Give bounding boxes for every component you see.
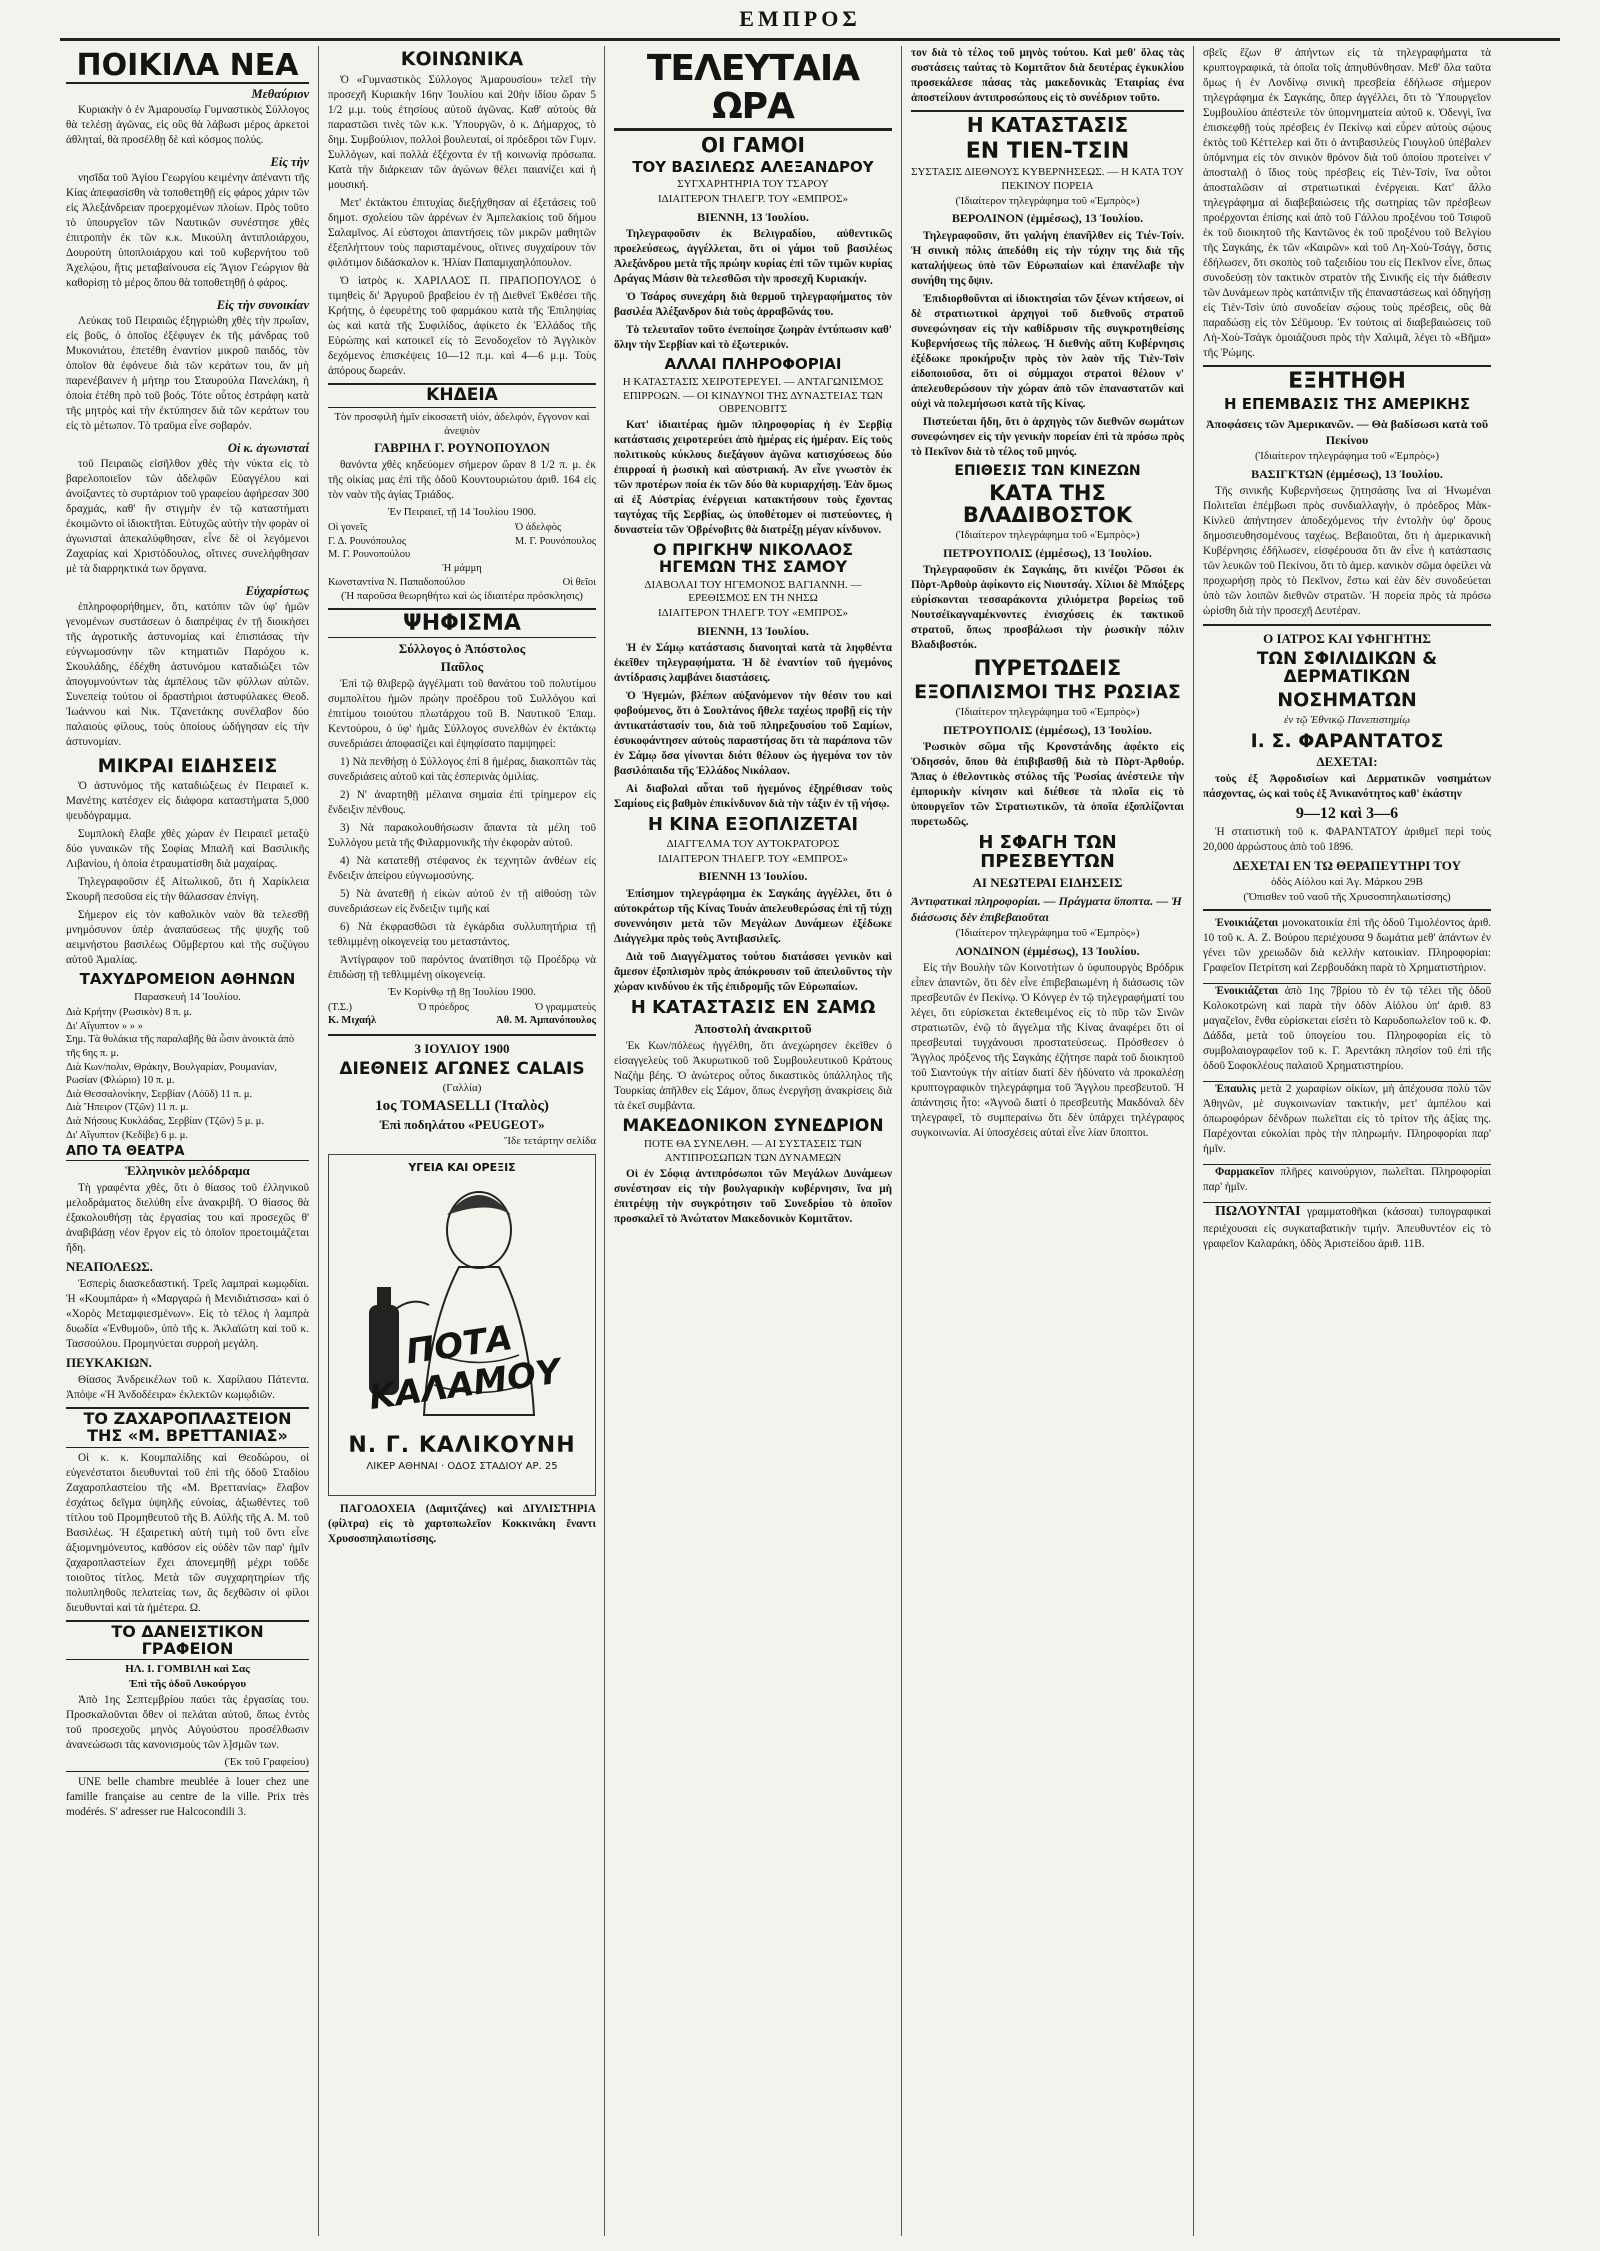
doctor-ad	[1203, 624, 1491, 911]
article-text: Κατ' ἰδιαιτέρας ἡμῶν πληροφορίας ἡ ἐν Σερβίᾳ κατάστασις χειροτερεύει ἀπὸ ἡμέρας εἰς ἡμέραν. Εἰς τοὺς πολιτικοὺς κύκλους διεξάγουν ἀγῶνα κατισχύσεως δύο ἐπιρροαί ἡ ῥωσικὴ καὶ αὐστριακή. Ἀν εἶνε γνωστὸν ἐκ τῶν προτέρων ποία ἐκ τῶν δύο θὰ κυριαρχήσῃ. Ἐὰν ὅμως αἱ ἐξ Αὐστρίας ἐνέργειαι κατακτήσουν τοὺς ἔχοντας ταγτόχας τῆς Σερβίας, ὡς ὑποθέτομεν οἱ πιστεύοντες, ἡ δυναστεία τῶν Ὀβρένοβιτς θὰ διατρέξῃ μέγαν κίνδυνον.	[614, 419, 892, 537]
resolution-seal: (Τ.Σ.)	[328, 1001, 352, 1013]
column-rule	[901, 46, 902, 2236]
post-date: Παρασκευὴ 14 Ἰουλίου.	[134, 991, 241, 1004]
dateline: ΠΕΤΡΟΥΠΟΛΙΣ (ἐμμέσως), 13 Ἰουλίου.	[943, 722, 1152, 737]
small-news-item: Συμπλοκὴ ἔλαβε χθὲς χώραν ἐν Πειραιεῖ μεταξὺ δύο γυναικῶν τῆς Σοφίας Μπαλῆ καὶ Βασιλικῆς Λιβανίου, ἡ ὁποία ἐτραυματίσθη διὰ μαχαίρας.	[66, 828, 309, 871]
resolution-intro: Ἐπὶ τῷ θλιβερῷ ἀγγέλματι τοῦ θανάτου τοῦ πολυτίμου συμπολίτου ἡμῶν πρώην προέδρου τοῦ Συλλόγου καὶ ἐπιτίμου τοιούτου πλωτάρχου τοῦ Β. Ναυτικοῦ Ἐπαμ. Κεντούρου, ὁ ὑφ' ἡμᾶς Σύλλογος συνελθὼν ἐν ἐκτάκτῳ συνεδριάσει ἀποφασίζει καὶ ἐψηφίσατο παμψηφεί:	[328, 678, 596, 751]
article-text: Ἐπιδιορθοῦνται αἱ ἰδιοκτησίαι τῶν ξένων κτήσεων, οἱ δὲ στρατιωτικοὶ ἀρχηγοὶ τοῦ διεθνοῦς στρατοῦ συνεφώνησαν εἰς τὴν καθίδρυσιν τῆς συγκροτηθείσης Κυβερνήσεως τῆς πόλεως. Ἡ διεθνὴς αὕτη Κυβέρνησις ἐξέδωκε προκήρυξιν πρὸς τὸν λαὸν τῆς Τιὲν-Τσὶν εἰδοποιοῦσα, ὅτι οἱ σύμμαχοι στρατοὶ θέλουν ν' ἀπελευθερώσουν τὴν χώραν ἀπὸ τῶν ἐπαναστατῶν καὶ οὐχὶ νὰ πολεμήσωσι κατὰ τῆς Κίνας.	[911, 292, 1184, 410]
article-text: Τηλεγραφοῦσιν ἐκ Βελιγραδίου, αὐθεντικῶς προελεύσεως, ἀγγέλλεται, ὅτι οἱ γάμοι τοῦ βασιλέως Ἀλεξάνδρου μετὰ τῆς πρώην κυρίας ἐπὶ τῶν τιμῶν κυρίας Δράγας Μάσιν θὰ τελεσθῶσι τὴν προσεχῆ Κυριακήν.	[614, 228, 892, 286]
post-line: Δι' Αἴγυπτον (Κεδίβε) 6 μ. μ.	[66, 1129, 189, 1141]
classified-lead: Ἐνοικιάζεται	[1215, 984, 1279, 997]
column-rule	[604, 46, 605, 2236]
calais-ad	[328, 1034, 596, 1148]
resolution-signer: Κ. Μιχαήλ	[328, 1015, 377, 1027]
funeral-label: Οἱ γονεῖς	[328, 522, 368, 534]
loan-office-sign: (Ἐκ τοῦ Γραφείου)	[224, 1755, 309, 1768]
funeral-note: (Ἡ παροῦσα θεωρηθήτω καὶ ὡς ἰδιαιτέρα πρόσκλησις)	[341, 590, 583, 603]
resolution-outro: Ἀντίγραφον τοῦ παρόντος ἀνατίθησι τῷ Προέδρῳ νὰ ἐπιδώσῃ τῇ τεθλιμμένῃ οἰκογενείᾳ.	[328, 954, 596, 982]
column-2	[322, 46, 602, 2236]
article-subheading: Η ΚΑΤΑΣΤΑΣΙΣ ΧΕΙΡΟΤΕΡΕΥΕΙ. — ΑΝΤΑΓΩΝΙΣΜΟΣ ΕΠΙΡΡΟΩΝ. — ΟΙ ΚΙΝΔΥΝΟΙ ΤΗΣ ΔΥΝΑΣΤΕΙΑΣ ΤΩΝ ΟΒΡΕΝΟΒΙΤΣ	[622, 375, 884, 416]
item-text: Λεύκας τοῦ Πειραιῶς ἐξηγριώθη χθὲς τὴν πρωΐαν, εἰς βοῦς, ὁ ὁποῖος ἐξέφυγεν ἐκ τῆς μάνδρας τοῦ Μυκονιάτου, ἐπετέθη ἐναντίον μικροῦ παιδός, τὸν ὁποῖον θὰ ἐφόνευε διὰ τῶν κεράτων του, ἂν μὴ παρενέβαινεν ἡ μήτηρ του Σταυρούλα Πανελάκη, ἡ ὁποία ἐτέθη πρὸ τοῦ βοός. Τότε οὗτος ἐστράφη κατὰ τῆς μητρὸς καὶ τὴν ἐκτύπησεν διὰ τῶν κεράτων του εἰς τὸ μέτωπον. Τὸ τραῦμα εἶνε σοβαρόν.	[66, 314, 309, 432]
theatre-heading: ΑΠΟ ΤΑ ΘΕΑΤΡΑ	[66, 1145, 309, 1161]
column-1	[60, 46, 315, 2236]
article-text: Τηλεγραφοῦσιν, ὅτι γαλήνη ἐπανῆλθεν εἰς Τιέν-Τσίν. Ἡ σινικὴ πόλις ἀπεδόθη εἰς τὴν τύχην της διὰ τῆς καταλήψεως ὑπὸ τῶν Εὐρωπαίων καὶ ἐπανέλαβε τὴν συνήθη της ὄψιν.	[911, 229, 1184, 287]
theatre-title: ΠΕΥΚΑΚΙΩΝ.	[66, 1355, 152, 1371]
article-heading: Ο ΠΡΙΓΚΗΨ ΝΙΚΟΛΑΟΣ ΗΓΕΜΩΝ ΤΗΣ ΣΑΜΟΥ	[652, 540, 854, 576]
loan-office-heading: ΤΟ ΔΑΝΕΙΣΤΙΚΟΝ ΓΡΑΦΕΙΟΝ	[66, 1620, 309, 1661]
article-text: Ὁ Τσάρος συνεχάρη διὰ θερμοῦ τηλεγραφήματος τὸν βασιλέα Ἀλέξανδρον διὰ τοὺς ἀρραβῶνάς του.	[614, 291, 892, 319]
funeral-signer: Μ. Γ. Ρουνοπούλου	[328, 549, 411, 561]
resolution-label: Ὁ πρόεδρος	[418, 1001, 469, 1013]
news-item	[66, 87, 309, 148]
article-heading: ΑΛΛΑΙ ΠΛΗΡΟΦΟΡΙΑΙ	[664, 355, 842, 374]
wire-label: ΙΔΙΑΙΤΕΡΟΝ ΤΗΛΕΓΡ. ΤΟΥ «ΕΜΠΡΟΣ»	[657, 193, 849, 206]
dateline: ΒΑΣΙΓΚΤΩΝ (ἐμμέσως), 13 Ἰουλίου.	[1251, 466, 1443, 481]
funeral-date: Ἐν Πειραιεῖ, τῇ 14 Ἰουλίου 1900.	[387, 506, 537, 519]
resolution-signatures	[328, 1001, 596, 1015]
post-line: Δι' Αἴγυπτον » » »	[66, 1020, 143, 1032]
item-lead: Εὐχαρίστως	[245, 583, 309, 598]
doctor-ad-name: Ι. Σ. ΦΑΡΑΝΤΑΤΟΣ	[1250, 729, 1444, 752]
resolution-signer: Ἀθ. Μ. Ἀμπανόπουλος	[496, 1015, 596, 1027]
resolution-sub: Σύλλογος ὁ Ἀπόστολος	[398, 641, 526, 657]
column-rule	[1193, 46, 1194, 2236]
funeral-signer: Μ. Γ. Ρουνόπουλος	[514, 535, 596, 547]
dateline: ΒΙΕΝΝΗ, 13 Ἰουλίου.	[697, 623, 809, 638]
loan-office-sub: Ἐπὶ τῆς ὁδοῦ Λυκούργου	[128, 1678, 247, 1691]
dateline: ΒΙΕΝΝΗ 13 Ἰουλίου.	[698, 869, 808, 884]
liqueur-ad-address: ΛΙΚΕΡ ΑΘΗΝΑΙ · ΟΔΟΣ ΣΤΑΔΙΟΥ ΑΡ. 25	[366, 1461, 558, 1473]
small-news-heading: ΜΙΚΡΑΙ ΕΙΔΗΣΕΙΣ	[97, 754, 278, 777]
item-text: Κυριακὴν ὁ ἐν Ἀμαρουσίῳ Γυμναστικὸς Σύλλογος θὰ τελέσῃ ἀγῶνας, εἰς οὓς θὰ λάβωσι μέρος ἀρκετοὶ ἀθληταί, θὰ προσέλθῃ δὲ καὶ κόσμος πολύς.	[66, 103, 309, 146]
classified-text: μετὰ 2 χωραφίων οἰκίων, μὴ ἀπέχουσα πολὺ τῶν Ἀθηνῶν, μὲ συγκοινωνίαν τακτικήν, μετ' ἀμπέλου καὶ ὀπωροφόρων δένδρων πωλεῖται εἰς τὸ τρίτον τῆς ἀξίας της. Παρέχονται εὐκολίαι πρὸς τὴν πληρωμήν. Πληροφορίαι παρ' ἡμῖν.	[1203, 1082, 1491, 1155]
article-text: Ἡ ἐν Σάμῳ κατάστασις διανοηταὶ κατὰ τὰ ληφθέντα ἐκεῖθεν τηλεγραφήματα. Ἡ δὲ ἐναντίον τοῦ ἡγεμόνος ἀντίδρασις λαμβάνει διαστάσεις.	[614, 642, 892, 685]
article-subheading: ΣΥΓΧΑΡΗΤΗΡΙΑ ΤΟΥ ΤΣΑΡΟΥ	[677, 178, 829, 191]
resolution-place: Ἐν Κορίνθῳ τῇ 8ῃ Ἰουλίου 1900.	[388, 986, 536, 999]
news-item	[66, 155, 309, 291]
liqueur-ad-brand: ΠΟΤΑ ΚΑΛΑΜΟΥ	[366, 1318, 563, 1419]
item-lead: Εἰς τὴν συνοικίαν	[216, 297, 309, 312]
item-lead: Μεθαύριον	[251, 86, 309, 101]
article-subheading: ΔΙΑΒΟΛΑΙ ΤΟΥ ΗΓΕΜΟΝΟΣ ΒΑΓΙΑΝΝΗ. — ΕΡΕΘΙΣΜΟΣ ΕΝ ΤΗ ΝΗΣΩ	[644, 578, 862, 605]
classified-ad	[1203, 916, 1491, 976]
funeral-grandmother	[328, 576, 596, 590]
section-heading: ΠΟΙΚΙΛΑ ΝΕΑ	[66, 50, 309, 84]
doctor-ad-line: ΝΟΣΗΜΑΤΩΝ	[1277, 688, 1417, 711]
column-4	[905, 46, 1190, 2236]
funeral-name: ΓΑΒΡΙΗΛ Γ. ΡΟΥΝΟΠΟΥΛΟΝ	[374, 440, 550, 456]
resolution-point: 5) Νὰ ἀνατεθῇ ἡ εἰκὼν αὐτοῦ ἐν τῇ αἰθούσῃ τῶν συνεδριάσεων εἰς ἔνδειξιν τιμῆς καί	[328, 888, 596, 916]
wire-label: ΙΔΙΑΙΤΕΡΟΝ ΤΗΛΕΓΡ. ΤΟΥ «ΕΜΠΡΟΣ»	[657, 607, 849, 620]
resolution-heading: ΨΗΦΙΣΜΑ	[328, 608, 596, 638]
social-item: Μετ' ἐκτάκτου ἐπιτυχίας διεξήχθησαν αἱ ἐξετάσεις τοῦ δημοτ. σχολείου τῶν ἀρρένων ἐν Ἀμπελακίοις τοῦ δήμου Σαλαμῖνος. Αἱ εὐστοχοι ἀπαντήσεις τῶν μικρῶν μαθητῶν ἐξεπλήττουν τοὺς παρισταμένους, οἵτινες συγχαίρουν τὸν φιλότιμον διδάσκαλον κ. Ἠλίαν Παπαμιχαηλόπουλον.	[328, 196, 596, 269]
news-item	[66, 298, 309, 434]
item-lead: Εἰς τὴν	[270, 154, 309, 169]
article-text: Εἰς τὴν Βουλὴν τῶν Κοινοτήτων ὁ ὑφυπουργὸς Βρόδρικ εἶπεν ἀπαντῶν, ὅτι δὲν εἶνε ἐπιβεβαιωμένη ἡ διάσωσις τῶν πρεσβευτῶν ἐν Πεκίνῳ. Ὁ Κόνγερ ἐν τῷ τηλεγραφήματί του λέγει, ὅτι εὑρίσκεται ἐκτεθειμένος εἰς τὸ πῦρ τῶν Σινῶν στρατιωτῶν, ἐνῷ τὸ ἄγγελμα τῆς Κίνας ἀναφέρει ὅτι οἱ πρεσβευταὶ τυγχάνουσι προστατεύσεως. Πρόσθεσεν ὁ Ἄγγλος πρόξενος τῆς Σαγκάης ἐζήτησε παρὰ τοῦ διοικητοῦ τοῦ Σιαντούγκ τὴν αἰτίαν διατί δὲν ἠδύνατο νὰ προκαλέσῃ κρυπτογραφικὸν τηλεγράφημα τοῦ Ἄγγλου πρεσβευτοῦ. Ἡ ἀπάντησις ἦτο: «Ἀγνοῶ διατί ὁ πρεσβευτὴς Μακδόναλ δὲν τηλεγραφεῖ, τὸ συμπεραίνω ὅτι δὲν ὑπάρχει τηλέγραφος συγκοινωνία. Αἱ ὑποσχέσεις αὐταὶ εἶνε λίαν ὕποπτοι.	[911, 962, 1184, 1140]
dateline: ΒΕΡΟΛΙΝΟΝ (ἐμμέσως), 13 Ἰουλίου.	[951, 211, 1144, 226]
article-continuation: τον διὰ τὸ τέλος τοῦ μηνὸς τούτου. Καὶ μεθ' ὅλας τὰς συστάσεις ταύτας τὸ Κομιτᾶτον διὰ δευτέρας ἐγκυκλίου προσεκάλεσε πάσας τὰς μακεδονικὰς Ἑταιρίας ἐνα ἀποστείλουν ἀντιπροσώπους εἰς τὸ συνέδριον τοῦτο.	[911, 47, 1184, 104]
classified-ad	[1203, 983, 1491, 1074]
classified-text: μονοκατοικία ἐπὶ τῆς ὁδοῦ Τιμολέοντος ἀριθ. 10 τοῦ κ. Α. Ζ. Βούρου περιέχουσα 9 δωμάτια μεθ' ἁπάντων ἐν γένει τῶν χρειωδῶν διὰ κελλὴν κατοικίαν. Πληροφορίαι: Γραφεῖον Πετρίτση καὶ Ζερβουδάκη παρὰ τὸ Χρηματιστήριον.	[1203, 916, 1491, 974]
resolution-sub: Παῦλος	[440, 659, 484, 675]
classified-ad	[1203, 1202, 1491, 1252]
wire-label: (Ἰδιαίτερον τηλεγράφημα τοῦ «Ἐμπρὸς»)	[955, 529, 1140, 542]
article-heading: ΤΟΥ ΒΑΣΙΛΕΩΣ ΑΛΕΞΑΝΔΡΟΥ	[632, 157, 874, 176]
dateline: ΒΙΕΝΝΗ, 13 Ἰουλίου.	[697, 209, 809, 224]
calais-winner: 1ος TOMASELLI (Ἰταλὸς)	[375, 1097, 549, 1114]
classified-text: γραμματοθῆκαι (κάσσαι) τυπογραφικαὶ περιέχουσαι εἰς συγκαταβατικὴν τιμήν. Ἀπευθυντέον εἰς τὸ γραφεῖον Καλαράκη, ὁδὸς Ἀριστείδου ἀριθ. 11Β.	[1203, 1205, 1492, 1250]
resolution-point: 6) Νὰ ἐκφρασθῶσι τὰ ἐγκάρδια συλλυπητήρια τῇ τεθλιμμένῃ οἰκογενείᾳ του μεταστάντος.	[328, 921, 596, 949]
news-item	[66, 584, 309, 750]
theatre-text: Ἑσπερὶς διασκεδαστική. Τρεῖς λαμπραὶ κωμῳδίαι. Ἡ «Κουμπάρα» ἡ «Μαργαρὼ ἡ Μενιδιάτισσα» καὶ ὁ «Χορὸς Μεταμφιεσμένων». Εἰς τὸ τέλος ἡ λαμπρὰ δυωδία «Ἐνθυμοῦ», ὑπὸ τῆς κ. Ἀκλαϊώτη καὶ τοῦ κ. Τασσούλου. Προμηνύεται συρροὴ μεγάλη.	[66, 1278, 309, 1351]
dateline: ΠΕΤΡΟΥΠΟΛΙΣ (ἐμμέσως), 13 Ἰουλίου.	[943, 546, 1152, 561]
funeral-label: Ἡ μάμμη	[442, 562, 482, 574]
doctor-ad-line: Ο ΙΑΤΡΟΣ ΚΑΙ ΥΦΗΓΗΤΗΣ	[1263, 631, 1431, 647]
resolution-signers	[328, 1014, 596, 1028]
classified-lead: ΠΩΛΟΥΝΤΑΙ	[1215, 1203, 1301, 1219]
item-text: τοῦ Πειραιῶς εἰσῆλθον χθὲς τὴν νύκτα εἰς τὸ βαρελοποιεῖον τῶν ἀδελφῶν Εὐαγγέλου καὶ ἀνοίξαντες τὸ συρτάριον τοῦ γραφείου ἀφήρεσαν 300 δραχμάς, καθ' ἣν στιγμὴν ἐν τῷ καταστήματι ἐκοιμῶντο οἱ ἰδιοκτῆται. Εὐτυχῶς αὐτὴν τὴν φορὰν οἱ ἀγωνισταὶ ἀπεκαλύφθησαν, εἶνε δὲ οἱ λεγόμενοι Ζαχαρίας καὶ Χριστόδουλος, οἵτινες συνελήφθησαν μὲ τὰ διαρρηκτικά των ὄργανα.	[66, 457, 309, 575]
liqueur-ad-name: Ν. Γ. ΚΑΛΙΚΟΥΝΗ	[348, 1433, 576, 1459]
calais-title: ΔΙΕΘΝΕΙΣ ΑΓΩΝΕΣ CALAIS	[339, 1059, 585, 1080]
classified-text: ἀπὸ 1ης 7βρίου τὸ ἐν τῷ τέλει τῆς ὁδοῦ Κολοκοτρώνη καὶ παρὰ τὴν ὁδὸν Αἰόλου ὑπ' ἀριθ. 83 μαγαζεῖον, ἔνθα εὑρίσκεται εἰσέτι τὸ Καρυδοπωλεῖον τοῦ κ. Φ. Δάδδα, μετὰ τοῦ ὑπογείου του. Πληροφορίαι εἰς τὸ συμβολαιογραφεῖον τοῦ κ. Γ. Ἀρεντάκη πλησίον τοῦ ἐπὶ τῆς ὁδοῦ Σοφοκλέους παλαιοῦ Χρηματιστηρίου.	[1203, 984, 1492, 1072]
classified-lead: Ἐνοικιάζεται	[1215, 916, 1279, 929]
article-heading: ΠΥΡΕΤΩΔΕΙΣ	[973, 656, 1122, 681]
doctor-ad-text: τοὺς ἐξ Ἀφροδισίων καὶ Δερματικῶν νοσημάτων πάσχοντας, ὡς καὶ τοὺς ἐξ Ἀνικανότητος καθ' ἑκάστην	[1203, 773, 1491, 801]
article-text: Ὁ Ἡγεμών, βλέπων αὐξανόμενον τὴν θέσιν του καὶ φοβούμενος, ὅτι ὁ Σουλτάνος ἤθελε ταχέως προβῇ εἰς τὴν ἀντικατάστασίν του, διὰ τοῦ πληρεξουσίου τοῦ Σαμίων, ἐσυκοφάντησεν αὐτοὺς παραστήσας ὅτι τὰ παράπονα τῶν ἐν Σάμῳ ὅσα γίνονται διότι θέλουν ὡς ἡγεμόνα τον τὸν βασιλόπαιδα τῆς Ἑλλάδος Νικόλαον.	[614, 690, 892, 778]
calais-date: 3 ΙΟΥΛΙΟΥ 1900	[414, 1041, 510, 1057]
column-3	[608, 46, 898, 2236]
article-text: Ἐκ Κων/πόλεως ἠγγέλθη, ὅτι ἀνεχώρησεν ἐκεῖθεν ὁ εἰσαγγελεὺς τοῦ Ἀκυρωτικοῦ τοῦ Συμβουλευτικοῦ Κράτους Ναζὴμ βέης. Ὁ ἀνώτερος οὗτος δικαστικὸς ὑπάλληλος τῆς Τουρκίας ἀπῆλθεν εἰς Σάμον, ὅπως ἐνεργήσῃ ἀνακρίσεις διὰ τὰ ἐκεῖ συμβάντα.	[614, 1039, 892, 1112]
doctor-ad-address: ὁδὸς Αἰόλου καὶ Ἁγ. Μάρκου 29Β	[1271, 876, 1423, 889]
top-rule	[60, 38, 1560, 41]
article-heading: Η ΣΦΑΓΗ ΤΩΝ ΠΡΕΣΒΕΥΤΩΝ	[978, 832, 1117, 873]
article-heading: Η ΕΠΕΜΒΑΣΙΣ ΤΗΣ ΑΜΕΡΙΚΗΣ	[1223, 395, 1471, 414]
wire-label: (Ἰδιαίτερον τηλεγράφημα τοῦ «Ἐμπρὸς»)	[955, 706, 1140, 719]
last-hour-heading: ΤΕΛΕΥΤΑΙΑ ΩΡΑ	[614, 50, 892, 131]
article-text: Αἱ διαβολαὶ αὗται τοῦ ἡγεμόνος ἐξηρέθισαν τοὺς Σαμίους εἰς βαθμὸν ἐπικίνδυνον διὰ τὴν τάξιν ἐν τῇ νήσῳ.	[614, 783, 892, 811]
liqueur-ad	[328, 1154, 596, 1496]
article-continuation: σβεῖς ἔζων θ' ἀπήντων εἰς τὰ τηλεγραφήματα τὰ κρυπτογραφικά, τὰ ὁποῖα τοῖς ἀπηυθύνθησαν. Μεθ' ὅλα ταῦτα ὅμως ἡ ἐν Λονδίνῳ σινικὴ πρεσβεία ἐδήλωσε σήμερον τηλεγράφημα ἐκ Σαγκάης, ὅπερ ἀγγέλλει, ὅτι τὸ Ὑπουργεῖον Συμβουλίου ἀπέστειλε τὸν ὑπομνηματεία αὐτοῦ κ. Ὀδενγὶ, ἵνα ἐπισκεφθῇ τοὺς πρέσβεις ἐν Πεκίνῳ καὶ εὗρεν αὐτοὺς σῴους ἐκτὸς τοῦ Κέττελερ καὶ ὅτι ὁ ἀντιβασιλεὺς Γιουγλοῦ ὑπέβαλεν ὑπόμνημα εἰς τὸν σινικὸν θρόνον διὰ τοῦ ὁποίου προτείνει ν' ἀποσταλῇ ὁ ἴδιος τοὺς πρέσβεις εἰς Τιὲν-Τσίν, ἵνα οὗτοι ἀποσταλῶσιν αἱ στρατιωτικαὶ ἐνέργειαι. Κατ' ἄλλο τηλεγράφημα αἱ διαβεβαιώσεις τῆς σωτηρίας τῶν πρέσβεων προέρχονται ἐπίσης καὶ ἀπὸ τοῦ Γάλλου προξένου τοῦ Τσιφοῦ ἐκ τοῦ διοικητοῦ τῆς Καντῶνος ἐκ τοῦ προξένου τοῦ Βελγίου τῆς Σαγκάης, ἐκ τῶν «Καιρῶν» καὶ τοῦ Λη-Χοὺ-Τσάγγ, ὅστις ἐδήλωσεν, ὅτι σκοπὸς τοῦ ταξειδίου του εἰς Πεκῖνον εἶνε, ὅπως συνοδεύσῃ τὸν τακτικὸν στρατὸν τῆς Σινικῆς εἰς τὴν διάθεσιν τῶν Δυνάμεων πρὸς κατάπνιξιν τῆς ἐπαναστάσεως καὶ ὁδηγήσῃ εἰς Τιὲν-Τσὶν ὑπὸ συνοδείαν σῴους τοὺς πρέσβεις, οὓς θὰ παραδώσῃ εἰς τὸν Σέϋμουρ. Ἐν τούτοις αἱ διαβεβαιώσεις τοῦ Λὴ-Χοὺ-Τσάγκ ὁμοιάζουσι πρὸς τὴν Χαλιμᾶ, λέγει τὸ «Βῆμα» τῆς Ῥώμης.	[1203, 47, 1491, 359]
article-subheading: ΣΥΣΤΑΣΙΣ ΔΙΕΘΝΟΥΣ ΚΥΒΕΡΝΗΣΕΩΣ. — Η ΚΑΤΑ ΤΟΥ ΠΕΚΙΝΟΥ ΠΟΡΕΙΑ	[911, 166, 1184, 192]
small-news-item: Τηλεγραφοῦσιν ἐξ Αἰτωλικοῦ, ὅτι ἡ Χαρίκλεια Σκουρῆ πεσοῦσα εἰς τὴν θάλασσαν ἐπνίγη.	[66, 876, 309, 904]
classified-ad	[1203, 1164, 1491, 1195]
article-heading: ΕΞΗΤΗΘΗ	[1203, 365, 1491, 393]
ice-box-ad: ΠΑΓΟΔΟΧΕΙΑ (Δαμιτζάνες) καὶ ΔΙΥΛΙΣΤΗΡΙΑ (φίλτρα) εἰς τὸ χαρτοπωλεῖον Κοκκινάκη ἔναντι Χρυσοσπηλαιωτίσσης.	[328, 1503, 596, 1546]
calais-bike: Ἐπὶ ποδηλάτου «PEUGEOT»	[379, 1116, 545, 1132]
small-news-item: Σήμερον εἰς τὸν καθολικὸν ναὸν θὰ τελεσθῇ μνημόσυνον ὑπὲρ ἀναπαύσεως τῆς ψυχῆς τοῦ αειμνήστου βασιλέως Οὔμβερτου καὶ τῆς συζύγου αὐτοῦ Ἀμαλίας.	[66, 909, 309, 967]
article-heading: ΕΞΟΠΛΙΣΜΟΙ ΤΗΣ ΡΩΣΙΑΣ	[914, 681, 1181, 704]
classified-ad	[1203, 1081, 1491, 1157]
funeral-intro: Τὸν προσφιλῆ ἡμῖν εἰκοσαετῆ υἱόν, ἀδελφόν, ἔγγονον καὶ ἀνεψιὸν	[334, 410, 590, 437]
wire-label: (Ἰδιαίτερον τηλεγράφημα τοῦ «Ἐμπρὸς»)	[1254, 450, 1439, 463]
classified-lead: Ἐπαυλις	[1215, 1082, 1256, 1095]
resolution-label: Ὁ γραμματεὺς	[534, 1001, 596, 1013]
item-text: ἐπληροφορήθημεν, ὅτι, κατόπιν τῶν ὑφ' ἡμῶν γενομένων συστάσεων ὁ διαπρέψας ἐν τῇ διοικήσει τῆς ἀγροτικῆς ἀστυνομίας καὶ ἐπισπάσας τὴν εὐγνωμοσύνην τῶν κτηματιῶν Παρόχου κ. Σκουλάδης, ἐδέχθη ἀστυνόμου καταδιώξει τῶν ἀπογυμνούντων τὰς ἀμπέλους τῶν φύλλων αὐτῶν. Συνεπείᾳ τούτου οἱ δραστήριοι ἀστυφύλακες Θεοδ. Ἰωάννου καὶ Νικ. Τζανετάκης συνέλαβον δύο παλαιοὺς φίλους, τοὺς ὁποίους ὡδήγησαν εἰς τὴν ἀστυνομίαν.	[66, 600, 309, 748]
article-heading: ΚΑΤΑ ΤΗΣ ΒΛΑΔΙΒΟΣΤΟΚ	[962, 481, 1133, 528]
post-line: Διὰ Ἤπειρον (Τζῶν) 11 π. μ.	[66, 1102, 189, 1114]
post-line: Διὰ Θεσσαλονίκην, Σερβίαν (Λόϋδ) 11 π. μ.	[66, 1088, 253, 1100]
wire-label: (Ἰδιαίτερον τηλεγράφημα τοῦ «Ἐμπρὸς»)	[955, 927, 1140, 940]
article-text: Ῥωσικὸν σῶμα τῆς Κρονστάνδης ἀφέκτο εἰς Ὀδησσόν, ὅπου θὰ ἐπιβιβασθῇ διὰ τὸ Πὸρτ-Ἀρθούρ. Ἅπας ὁ ἐθελοντικὸς στόλος τῆς Ῥωσίας ἀνέστειλε τὴν ἐμπορικὴν κίνησιν καὶ διέθεσε τὰ πλοῖα εἰς τὸ ὑπουργεῖον τῶν Στρατιωτικῶν, τὰ ὁποῖα ἐξοπλίζονται πυρετωδῶς.	[911, 741, 1184, 829]
article-text: Διὰ τοῦ Διαγγέλματος τούτου διατάσσει γενικὸν καὶ ἄμεσον ἐξοπλισμὸν πρὸς ἀπόκρουσιν τοῦ ἀπειλοῦντος τὴν χώραν κινδύνου ἐκ τῆς ἐπιδρομῆς τῶν Εὐρωπαίων.	[614, 950, 892, 993]
article-subheading: Ἀποφάσεις τῶν Ἀμερικανῶν. — Θὰ βαδίσωσι κατὰ τοῦ Πεκίνου	[1205, 416, 1489, 448]
resolution-point: 4) Νὰ κατατεθῇ στέφανος ἐκ τεχνητῶν ἀνθέων εἰς ἔνδειξιν ἀπείρου εὐγνωμοσύνης.	[328, 855, 596, 883]
theatre-text: Θίασος Ἀνδρεικέλων τοῦ κ. Χαρίλαου Πάτεντα. Ἀπόψε «Ἡ Ἀνδοδέειρα» ἐκλεκτῶν κωμῳδιῶν.	[66, 1374, 309, 1402]
theatre-title: ΝΕΑΠΟΛΕΩΣ.	[66, 1259, 153, 1275]
classified-lead: Φαρμακεῖον	[1215, 1165, 1275, 1178]
calais-sub: (Γαλλία)	[442, 1081, 482, 1094]
small-news-item: Ὁ ἀστυνόμος τῆς καταδιώξεως ἐν Πειραιεῖ κ. Μανέτης κατέσχεν εἰς διάφορα καταστήματα 5,000 ψευδόγραμμα.	[66, 780, 309, 823]
article-subheading: Ἀποστολὴ ἀνακριτοῦ	[694, 1020, 812, 1036]
article-heading: Η ΚΑΤΑΣΤΑΣΙΣ	[911, 110, 1184, 136]
post-line: Διὰ Νήσους Κυκλάδας, Σερβίαν (Τζῶν) 5 μ. μ.	[66, 1116, 265, 1128]
post-line: Διὰ Κων/πολιν, Θράκην, Βουλγαρίαν, Ρουμανίαν, Ρωσίαν (Φλώριο) 10 π. μ.	[66, 1061, 278, 1087]
calais-more: Ἴδε τετάρτην σελίδα	[504, 1134, 596, 1147]
news-item	[66, 441, 309, 577]
masthead: ΕΜΠΡΟΣ	[739, 6, 861, 31]
article-text: Τὸ τελευταῖον τοῦτο ἐνεποίησε ζωηρὰν ἐντύπωσιν καθ' ὅλην τὴν Σερβίαν καὶ τὸ ἐξωτερικόν.	[614, 324, 892, 352]
doctor-ad-text: Ἡ στατιστικὴ τοῦ κ. ΦΑΡΑΝΤΑΤΟΥ ἀριθμεῖ περὶ τοὺς 20,000 ἀρρώστους ἀπὸ τοῦ 1896.	[1203, 826, 1491, 854]
item-text: νησῖδα τοῦ Ἁγίου Γεωργίου κειμένην ἀπέναντι τῆς Κίας ἀπεφασίσθη νὰ τοποθετηθῇ εἰς φάρος χάριν τῶν εἰς Ἀλεξάνδρειαν προερχομένων πλοίων. Πρὸς τοῦτο τὸ ὑπουργεῖον τῶν Ναυτικῶν συνέστησε χθὲς ἐπιτροπὴν ἐκ τῶν κ.κ. Μικούλη ἀντιπλοιάρχου, Δουρούτη ὑποπλοιάρχου καὶ τοῦ κυβερνήτου τοῦ Ἀχελῴου, ἥτις μεταβαίνουσα εἰς Ἅγιον Γεώργιον θὰ καθορίσῃ τὸ μέρος ὅπου θὰ τοποθετηθῇ ὁ φάρος.	[66, 171, 309, 289]
funeral-signatories	[328, 521, 596, 562]
wire-label: ΙΔΙΑΙΤΕΡΟΝ ΤΗΛΕΓΡ. ΤΟΥ «ΕΜΠΡΟΣ»	[657, 852, 849, 865]
article-text: Ἐπίσημον τηλεγράφημα ἐκ Σαγκάης ἀγγέλλει, ὅτι ὁ αὐτοκράτωρ τῆς Κίνας Τουάν ἀπελευθερώσας ἐπὶ τῇ τύχῃ συνεννόησιν μετὰ τῶν Μεγάλων Δυνάμεων ἐξέδωκε Διάγγελμα πρὸς τοὺς Ἀντιβασιλεῖς.	[614, 887, 892, 945]
loan-office-text: Ἀπὸ 1ης Σεπτεμβρίου παύει τὰς ἐργασίας του. Προσκαλοῦνται ὅθεν οἱ πελάται αὐτοῦ, ὅπως ἐντὸς τοῦ προσεχοῦς μηνὸς Αὐγούστου προσέλθωσιν ἀνανεώσωσι τὰς κανονισμοὺς τῶν λ]σμῶν των.	[66, 1693, 309, 1751]
article-heading: ΟΙ ΓΑΜΟΙ	[701, 132, 805, 157]
classified-text: πλῆρες καινούργιον, πωλεῖται. Πληροφορίαι παρ' ἡμῖν.	[1203, 1165, 1491, 1193]
liqueur-ad-tagline: ΥΓΕΙΑ ΚΑΙ ΟΡΕΞΙΣ	[408, 1161, 516, 1175]
dateline: ΛΟΝΔΙΝΟΝ (ἐμμέσως), 13 Ἰουλίου.	[955, 944, 1140, 959]
resolution-point: 1) Νὰ πενθήσῃ ὁ Σύλλογος ἐπὶ 8 ἡμέρας, διακοπτῶν τὰς συνεδριάσεις αὐτοῦ καὶ τὰς ἑσπερινὰς ὁμιλίας.	[328, 756, 596, 784]
article-heading: ΕΝ ΤΙΕΝ-ΤΣΙΝ	[965, 139, 1130, 164]
confectionery-heading: ΤΟ ΖΑΧΑΡΟΠΛΑΣΤΕΙΟΝ ΤΗΣ «Μ. ΒΡΕΤΤΑΝΙΑΣ»	[66, 1407, 309, 1448]
doctor-ad-line: ἐν τῷ Ἐθνικῷ Πανεπιστημίῳ	[1283, 713, 1411, 726]
resolution-point: 2) Ν' ἀναρτηθῇ μέλαινα σημαία ἐπὶ τρίημερον εἰς ἔνδειξιν πένθους.	[328, 789, 596, 817]
funeral-signer: Κωνσταντίνα Ν. Παπαδοπούλου	[328, 576, 466, 588]
article-subheading: ΠΟΤΕ ΘΑ ΣΥΝΕΛΘΗ. — ΑΙ ΣΥΣΤΑΣΕΙΣ ΤΩΝ ΑΝΤΙΠΡΟΣΩΠΩΝ ΤΩΝ ΔΥΝΑΜΕΩΝ	[644, 1138, 862, 1165]
article-heading: ΕΠΙΘΕΣΙΣ ΤΩΝ ΚΙΝΕΖΩΝ	[954, 462, 1141, 479]
social-item: Ὁ ἰατρὸς κ. ΧΑΡΙΛΑΟΣ Π. ΠΡΑΠΟΠΟΥΛΟΣ ὁ τιμηθεὶς δι' Ἀργυροῦ βραβείου ἐν τῇ Διεθνεῖ Ἐκθέσει τῆς Κρήτης, ὁ ἐφευρέτης τοῦ φαρμάκου κατὰ τῆς Ἐπιληψίας ὡς καὶ κατὰ τῆς Συφιλίδος, ἀφίκετο ἐκ Ἑλλάδος τῆς Εὐρώπης καὶ κατοικεῖ εἰς τὸ Ξενοδοχεῖον τὸ Ἀγγλικὸν δεχόμενος ἐπισκέψεις 10—12 π.μ. καὶ 4—6 μ.μ. Τοὺς ἀπόρους δωρεάν.	[328, 274, 596, 377]
wire-label: (Ἰδιαίτερον τηλεγράφημα τοῦ «Ἐμπρὸς»)	[955, 194, 1140, 207]
column-5	[1197, 46, 1497, 2236]
post-line: Διὰ Κρήτην (Ρωσικὸν) 8 π. μ.	[66, 1006, 192, 1018]
funeral-label: Ὁ ἀδελφὸς	[514, 522, 562, 534]
article-heading: ΜΑΚΕΔΟΝΙΚΟΝ ΣΥΝΕΔΡΙΟΝ	[622, 1115, 884, 1136]
post-line: Σημ. Τὰ θυλάκια τῆς παραλαβῆς θὰ ὦσιν ἀνοικτὰ ἀπὸ τῆς 6ης π. μ.	[66, 1034, 295, 1059]
article-text: Τῆς σινικῆς Κυβερνήσεως ζητησάσης ἵνα αἱ Ἡνωμέναι Πολιτεῖαι ἐπέμβωσι πρὸς συνδιαλλαγήν, ὁ πρόεδρος Μὰκ-Κίνλεϋ ἀπήντησεν ἀποδεχόμενος τὴν ἐντολὴν ὑφ' ὅρους δημοσιευθησομένους ταχέως. Βεβαιοῦται, ὅτι ἡ ἀμερικανικὴ Κυβέρνησις ἐδήλωσεν, εἰσφέρουσα ὅτι ἂν εἶνε ἡ κατάστασις τῶν λευκῶν τοῦ Πεκίνου, ὅτι τὸ ἀμερ. κανικὸν σῶμα ὀφείλει νὰ προχωρήσῃ πρὸς τὸ Πεκῖνον, ἔστω καὶ ἐὰν δὲν συνοδεύεται ὑπὸ τῶν λοιπῶν διεθνῶν στρατῶν. Ἡ πορεία πρὸς τὰ πρόσω ὡρίσθη διὰ τὴν προσεχῆ Δευτέραν.	[1203, 485, 1491, 618]
funeral-siblings	[515, 521, 596, 562]
social-heading: ΚΟΙΝΩΝΙΚΑ	[400, 48, 524, 70]
funeral-parents	[328, 521, 410, 562]
article-subheading: ΑΙ ΝΕΩΤΕΡΑΙ ΕΙΔΗΣΕΙΣ	[972, 874, 1123, 890]
article-subheading: ΔΙΑΓΓΕΛΜΑ ΤΟΥ ΑΥΤΟΚΡΑΤΟΡΟΣ	[666, 837, 840, 850]
funeral-label: Οἱ θεῖοι	[562, 576, 596, 588]
doctor-ad-hours: 9—12 καὶ 3—6	[1295, 805, 1399, 823]
doctor-ad-address: (Ὄπισθεν τοῦ ναοῦ τῆς Χρυσοσπηλαιωτίσσης)	[1243, 891, 1451, 904]
article-heading: Η ΚΙΝΑ ΕΞΟΠΛΙΖΕΤΑΙ	[647, 814, 859, 836]
resolution-point: 3) Νὰ παρακολουθήσωσιν ἅπαντα τὰ μέλη τοῦ Συλλόγου μετὰ τῆς Φιλαρμονικῆς τὴν ἐκφορὰν αὐτοῦ.	[328, 822, 596, 850]
loan-office-sub: ΗΛ. Ι. ΓΟΜΒΙΛΗ καὶ Σας	[125, 1663, 250, 1676]
article-kicker: Ἀντιφατικαὶ πληροφορίαι. — Πράγματα ὕποπτα. — Ἡ διάσωσις δὲν ἐπιβεβαιοῦται	[911, 893, 1182, 925]
article-text: Τηλεγραφοῦσιν ἐκ Σαγκάης, ὅτι κινέζοι Ῥῶσοι ἐκ Πὸρτ-Ἀρθοὺρ ἀφίκοντο εἰς Νιουτσάγ. Χίλιοι δὲ Μπόξερς εὑρίσκονται τεσσαράκοντα χιλιόμετρα βορείως τοῦ Νουτσέϊκαγναμέκνοντες ἐνισχύσεις ἐκ τακτικοῦ στρατοῦ, ὅπως προσβάλωσι τὴν ῥωσικὴν πόλιν Βλαδιβοστόκ.	[911, 564, 1184, 652]
theatre-title: Ἑλληνικὸν μελόδραμα	[125, 1163, 250, 1179]
item-lead: Οἱ κ. ἀγωνισταί	[227, 440, 309, 455]
funeral-heading: ΚΗΔΕΙΑ	[328, 383, 596, 408]
doctor-ad-line: ΤΩΝ ΣΦΙΛΙΔΙΚΩΝ & ΔΕΡΜΑΤΙΚΩΝ	[1256, 649, 1438, 687]
funeral-text: θανόντα χθὲς κηδεύομεν σήμερον ὥραν 8 1/2 π. μ. ἐκ τῆς οἰκίας μας ἐπὶ τῆς ὁδοῦ Κουντουριώτου ἀριθ. 164 εἰς τὸν ναὸν τῆς ἁγίας Τριάδος.	[328, 459, 596, 502]
theatre-text: Τὴ γραφέντα χθὲς, ὅτι ὁ θίασος τοῦ ἑλληνικοῦ μελοδράματος διελύθη εἶνε ἀνακριβῆ. Ὁ θίασος θὰ ἐξακολουθήσῃ τὰς ἐργασίας του καὶ προσεχῶς θ' ἀναβιβάσῃ νέον ἔργον εἰς τὸ ὁποῖον προετοιμάζεται ἤδη.	[66, 1182, 309, 1255]
social-item: Ὁ «Γυμναστικὸς Σύλλογος Ἀμαρουσίου» τελεῖ τὴν προσεχῆ Κυριακὴν 16ην Ἰουλίου καὶ 20ὴν ἰδίου ὥραν 5 1/2 μ.μ. τοὺς ἐτησίους αὐτοῦ ἀγῶνας. Καθ' αὐτοὺς θὰ παραστῶσι τινὲς τῶν κ.κ. Ὑπουργῶν, ὁ κ. Δήμαρχος, τὸ δημ. Συμβούλιον, πολλοὶ βουλευταί, οἱ πρόεδροι τῶν Γυμν. Συλλόγων, καὶ πολλὰ ἐξέχοντα ἐν τῇ κοινωνίᾳ πρόσωπα. Κατὰ τὴν διάρκειαν τῶν ἀγώνων θέλει παιανίζει καὶ ἡ μουσική.	[328, 73, 596, 191]
post-heading: ΤΑΧΥΔΡΟΜΕΙΟΝ ΑΘΗΝΩΝ	[79, 970, 296, 989]
doctor-ad-office: ΔΕΧΕΤΑΙ ΕΝ ΤΩ ΘΕΡΑΠΕΥΤΗΡΙ ΤΟΥ	[1233, 858, 1461, 874]
doctor-ad-receives: ΔΕΧΕΤΑΙ:	[1316, 754, 1378, 770]
french-ad: UNE belle chambre meublée à louer chez une famille française au centre de la ville. Prix très modérés. S' adresser rue Halcocondili 3.	[66, 1771, 309, 1820]
article-text: Οἱ ἐν Σόφιᾳ ἀντιπρόσωποι τῶν Μεγάλων Δυνάμεων συνέστησαν εἰς τὴν βουλγαρικὴν κυβέρνησιν, ἵνα μὴ ἐπιτρέψῃ τὴν συγκρότησιν τοῦ Συνεδρίου τὸ ὁποῖον προσκαλεῖ τὸ Ἀνώτατον Μακεδονικὸν Κομιτᾶτον.	[614, 1167, 892, 1225]
confectionery-text: Οἱ κ. κ. Κουμπαλίδης καὶ Θεοδώρου, οἱ εὐγενέστατοι διευθυνταὶ τοῦ ἐπὶ τῆς ὁδοῦ Σταδίου Ζαχαροπλαστείου τῆς «Μ. Βρεττανίας» ἔλαβον ἐσχάτως δεῖγμα ὑψηλῆς εὐνοίας, ἀξιωθέντες τοῦ τίτλου τοῦ Προμηθευτοῦ τῆς Β. Αὐλῆς τῆς Α. Μ. τοῦ Βασιλέως. Ἡ ἐξαιρετικὴ αὐτὴ τιμὴ τοῦ ὄντι εἶνε ἀξιομνημόνευτος, καθόσον εἰς οὐδὲν τῶν παρ' ἡμῖν ζαχαροπλαστείων ἔχει ἀπονεμηθῇ μέχρι τοῦδε τοιοῦτος τίτλος. Μετὰ τῶν συγχαρητηρίων τῆς πολυπληθοῦς πελατείας των, ἂς δεχθῶσιν οἱ φίλοι διευθυνταὶ καὶ τὰ ἡμέτερα. Ω.	[66, 1451, 309, 1614]
article-text: Πιστεύεται ἤδη, ὅτι ὁ ἀρχηγὸς τῶν διεθνῶν σωμάτων συνεφώνησεν εἰς τὴν γενικὴν πορείαν ἐπὶ τὰ πρόσω πρὸς τὸ Πεκῖνον διὰ τὸ τέλος τοῦ μηνός.	[911, 415, 1184, 458]
funeral-signer: Γ. Δ. Ρουνόπουλος	[328, 535, 407, 547]
column-rule	[318, 46, 319, 2236]
article-heading: Η ΚΑΤΑΣΤΑΣΙΣ ΕΝ ΣΑΜΩ	[630, 996, 876, 1018]
